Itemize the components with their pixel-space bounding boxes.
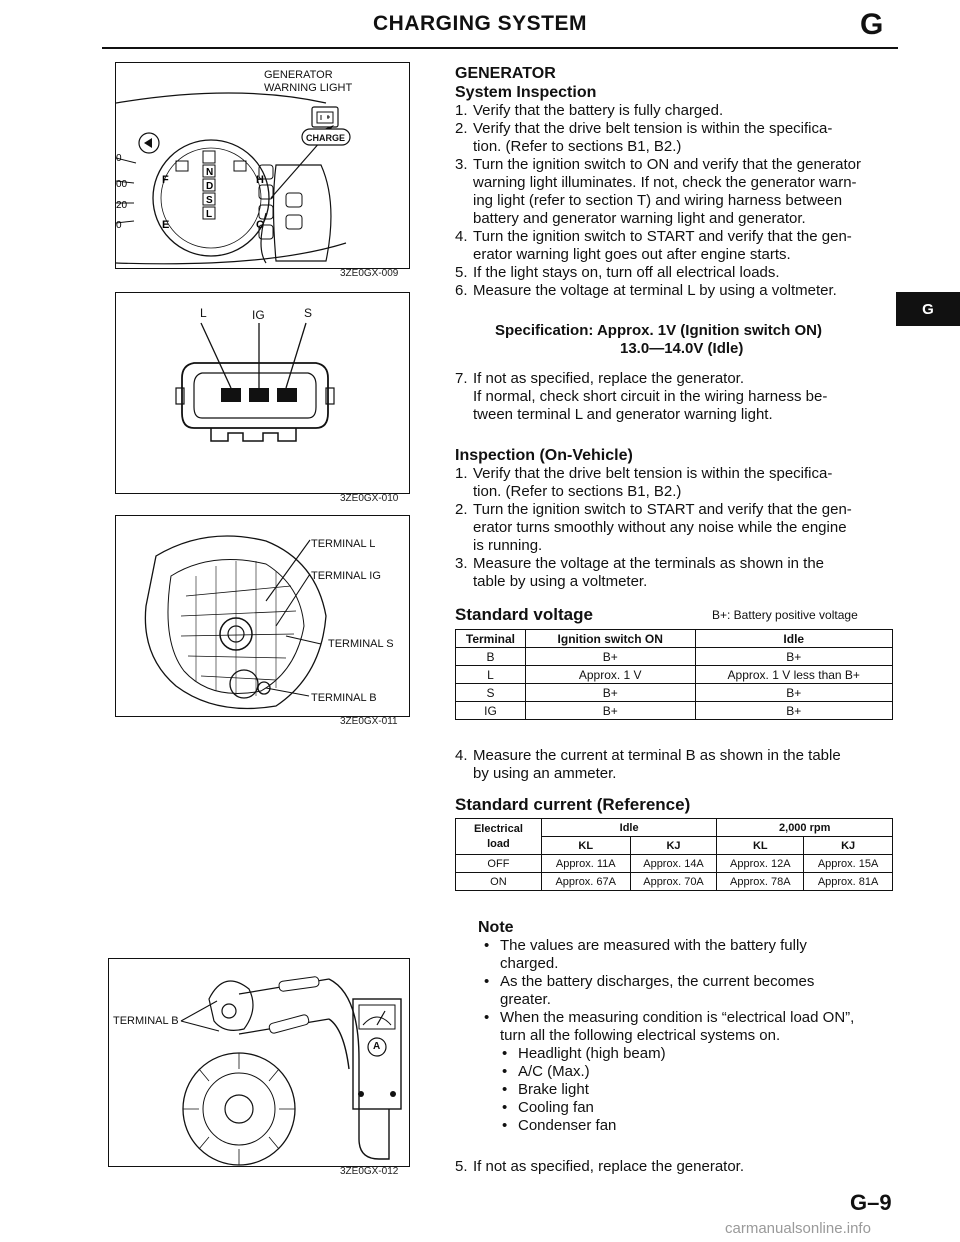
standard-current-heading: Standard current (Reference) [455, 795, 691, 814]
generator-heading: GENERATOR [455, 65, 556, 82]
ammeter-symbol: A [373, 1041, 381, 1052]
spec-block [495, 322, 895, 358]
note-bullet-1 [478, 937, 898, 973]
table-subheader: KL [541, 837, 630, 855]
section-tab[interactable]: G [896, 292, 960, 326]
electrical-system-item: • A/C (Max.) [478, 1063, 898, 1081]
table-cell: B+ [695, 648, 893, 666]
standard-current-table [455, 818, 893, 891]
table-subheader: KJ [630, 837, 717, 855]
figure-connector [115, 292, 410, 494]
table-cell: Approx. 1 V less than B+ [695, 666, 893, 684]
label-terminal-l: TERMINAL L [311, 538, 376, 550]
step-number: 5. [455, 1158, 468, 1175]
page-number: G–9 [850, 1190, 892, 1215]
pin-label-ig: IG [252, 308, 265, 322]
table-header: Terminal [456, 630, 526, 648]
electrical-system-item: • Headlight (high beam) [478, 1045, 898, 1063]
step-line: Verify that the battery is fully charged. [473, 102, 724, 119]
current-step-5 [455, 1158, 913, 1176]
table-cell: Approx. 81A [804, 873, 893, 891]
spec-line-1: Specification: Approx. 1V (Ignition switch ON) [495, 322, 822, 339]
step-line: Measure the current at terminal B as shown in the table [473, 747, 841, 764]
page-title: CHARGING SYSTEM [372, 12, 587, 35]
table-cell: B+ [525, 702, 695, 720]
table-cell: IG [456, 702, 526, 720]
svg-text:20: 20 [116, 200, 128, 211]
step-line: battery and generator warning light and generator. [473, 210, 806, 227]
svg-text:F: F [162, 174, 169, 186]
electrical-systems-list [478, 1045, 898, 1135]
table-row [456, 873, 893, 891]
table-header: Ignition switch ON [525, 630, 695, 648]
step-line: erator warning light goes out after engine starts. [473, 246, 791, 263]
electrical-system-item: • Brake light [478, 1081, 898, 1099]
step-line: Verify that the drive belt tension is within the specifica- [473, 120, 833, 137]
table-subheader: KJ [804, 837, 893, 855]
step-line: If normal, check short circuit in the wiring harness be- [473, 388, 828, 405]
step-line: erator turns smoothly without any noise while the engine [473, 519, 847, 536]
step-number: 4. [455, 747, 468, 764]
table-subheader: KL [717, 837, 804, 855]
svg-text:E: E [162, 219, 170, 231]
step-line: by using an ammeter. [473, 765, 617, 782]
table-cell: Approx. 1 V [525, 666, 695, 684]
step [455, 102, 895, 120]
load-label: load [487, 837, 510, 850]
step-number: 6. [455, 282, 468, 299]
note-bullet-3-line: • When the measuring condition is “electrical load ON”, [500, 1009, 855, 1026]
figure-code-3: 3ZE0GX-011 [340, 716, 398, 727]
standard-voltage-note: B+: Battery positive voltage [712, 608, 858, 622]
table-header-row [456, 630, 893, 648]
step-number: 1. [455, 102, 468, 119]
figure-code-1: 3ZE0GX-009 [340, 268, 399, 279]
note-bullet-1-line: charged. [500, 955, 559, 972]
label-warning-light: WARNING LIGHT [264, 82, 353, 94]
instrument-cluster-drawing [116, 63, 409, 268]
system-inspection-steps [455, 102, 895, 300]
figure-warning-light [115, 62, 410, 269]
pin-label-s: S [304, 306, 313, 320]
note-bullet-3-line: turn all the following electrical systems on. [500, 1027, 781, 1044]
step-line: Measure the voltage at the terminals as shown in the [473, 555, 825, 572]
step-number: 4. [455, 228, 468, 245]
note-bullet-2-line: greater. [500, 991, 551, 1008]
table-cell: OFF [456, 855, 542, 873]
system-inspection-heading: System Inspection [455, 84, 597, 101]
svg-text:00: 00 [116, 179, 128, 190]
step-line: Turn the ignition switch to START and verify that the gen- [473, 228, 852, 245]
table-cell: S [456, 684, 526, 702]
note-bullet-1-line: • The values are measured with the battery fully [500, 937, 807, 954]
step [455, 120, 895, 156]
table-header-idle: Idle [541, 819, 717, 837]
step [455, 465, 895, 501]
step [455, 228, 895, 264]
step-line: table by using a voltmeter. [473, 573, 648, 590]
table-cell: B+ [695, 702, 893, 720]
table-row [456, 648, 893, 666]
figure-code-2: 3ZE0GX-010 [340, 493, 399, 504]
system-inspection-section [455, 64, 895, 300]
step-text: If not as specified, replace the generator. [473, 1158, 745, 1175]
standard-voltage-table [455, 629, 893, 720]
electrical-label: Electrical [473, 822, 523, 835]
step-number: 3. [455, 555, 468, 572]
step [455, 747, 895, 783]
note-heading: Note [478, 919, 514, 936]
step [455, 370, 895, 424]
table-header: Idle [695, 630, 893, 648]
on-vehicle-section [455, 446, 895, 591]
step [455, 156, 895, 228]
table-cell: L [456, 666, 526, 684]
on-vehicle-heading: Inspection (On-Vehicle) [455, 447, 633, 464]
table-header-row [456, 819, 893, 837]
table-header-electrical-load [456, 819, 542, 855]
svg-text:0: 0 [116, 220, 122, 231]
note-bullet-2 [478, 973, 898, 1009]
electrical-system-item: • Cooling fan [478, 1099, 898, 1117]
step-number: 7. [455, 370, 468, 387]
svg-text:H: H [256, 174, 264, 186]
section-letter: G [860, 8, 884, 41]
table-row [456, 666, 893, 684]
table-cell: B+ [525, 648, 695, 666]
step-number: 2. [455, 501, 468, 518]
svg-text:0: 0 [116, 153, 122, 164]
step-number: 1. [455, 465, 468, 482]
figure-code-4: 3ZE0GX-012 [340, 1166, 399, 1177]
table-cell: ON [456, 873, 542, 891]
pin-label-l: L [200, 306, 207, 320]
table-cell: Approx. 15A [804, 855, 893, 873]
table-cell: B [456, 648, 526, 666]
svg-text:C: C [256, 219, 264, 231]
step-line: If not as specified, replace the generator. [473, 370, 745, 387]
ammeter-drawing [109, 959, 409, 1166]
table-cell: B+ [525, 684, 695, 702]
electrical-system-item: • Condenser fan [478, 1117, 898, 1135]
label-terminal-s: TERMINAL S [328, 638, 394, 650]
step-line: warning light illuminates. If not, check the generator warn- [473, 174, 857, 191]
note-section [478, 918, 898, 1135]
label-terminal-b: TERMINAL B [311, 692, 377, 704]
step-line: Verify that the drive belt tension is within the specifica- [473, 465, 833, 482]
table-cell: Approx. 12A [717, 855, 804, 873]
figure-ammeter [108, 958, 410, 1167]
table-row [456, 684, 893, 702]
label-terminal-b-ammeter: TERMINAL B [113, 1015, 179, 1027]
step-number: 5. [455, 264, 468, 281]
svg-text:N: N [206, 167, 214, 178]
step [455, 555, 895, 591]
step [455, 282, 895, 300]
table-cell: Approx. 70A [630, 873, 717, 891]
table-cell: Approx. 78A [717, 873, 804, 891]
table-cell: Approx. 14A [630, 855, 717, 873]
table-row [456, 855, 893, 873]
step-line: ing light (refer to section T) and wiring harness between [473, 192, 843, 209]
step-line: Turn the ignition switch to START and verify that the gen- [473, 501, 852, 518]
step-line: Turn the ignition switch to ON and verify that the generator [473, 156, 861, 173]
svg-text:S: S [206, 195, 213, 206]
step-line: is running. [473, 537, 543, 554]
step [455, 501, 895, 555]
spec-line-2: 13.0—14.0V (Idle) [620, 340, 744, 357]
table-cell: B+ [695, 684, 893, 702]
watermark: carmanualsonline.info [725, 1220, 871, 1237]
step-line: tween terminal L and generator warning light. [473, 406, 773, 423]
step-number: 3. [455, 156, 468, 173]
step-line: tion. (Refer to sections B1, B2.) [473, 483, 682, 500]
figure-generator-terminals [115, 515, 410, 717]
table-cell: Approx. 67A [541, 873, 630, 891]
table-row [456, 702, 893, 720]
label-generator: GENERATOR [264, 69, 333, 81]
step-line: If the light stays on, turn off all electrical loads. [473, 264, 780, 281]
table-header-rpm: 2,000 rpm [717, 819, 893, 837]
header-rule [102, 47, 898, 49]
svg-text:L: L [206, 209, 213, 220]
label-terminal-ig: TERMINAL IG [311, 570, 381, 582]
connector-drawing [116, 293, 409, 493]
on-vehicle-steps [455, 465, 895, 591]
system-inspection-step-7 [455, 370, 895, 424]
note-bullet-2-line: • As the battery discharges, the current becomes [500, 973, 815, 990]
table-cell: Approx. 11A [541, 855, 630, 873]
svg-text:D: D [206, 181, 214, 192]
step-line: tion. (Refer to sections B1, B2.) [473, 138, 682, 155]
step-line: Measure the voltage at terminal L by using a voltmeter. [473, 282, 837, 299]
note-bullet-3 [478, 1009, 898, 1045]
current-step-4 [455, 747, 895, 783]
standard-voltage-heading: Standard voltage [455, 605, 593, 624]
charge-icon-text: CHARGE [306, 133, 346, 143]
step-number: 2. [455, 120, 468, 137]
step [455, 264, 895, 282]
